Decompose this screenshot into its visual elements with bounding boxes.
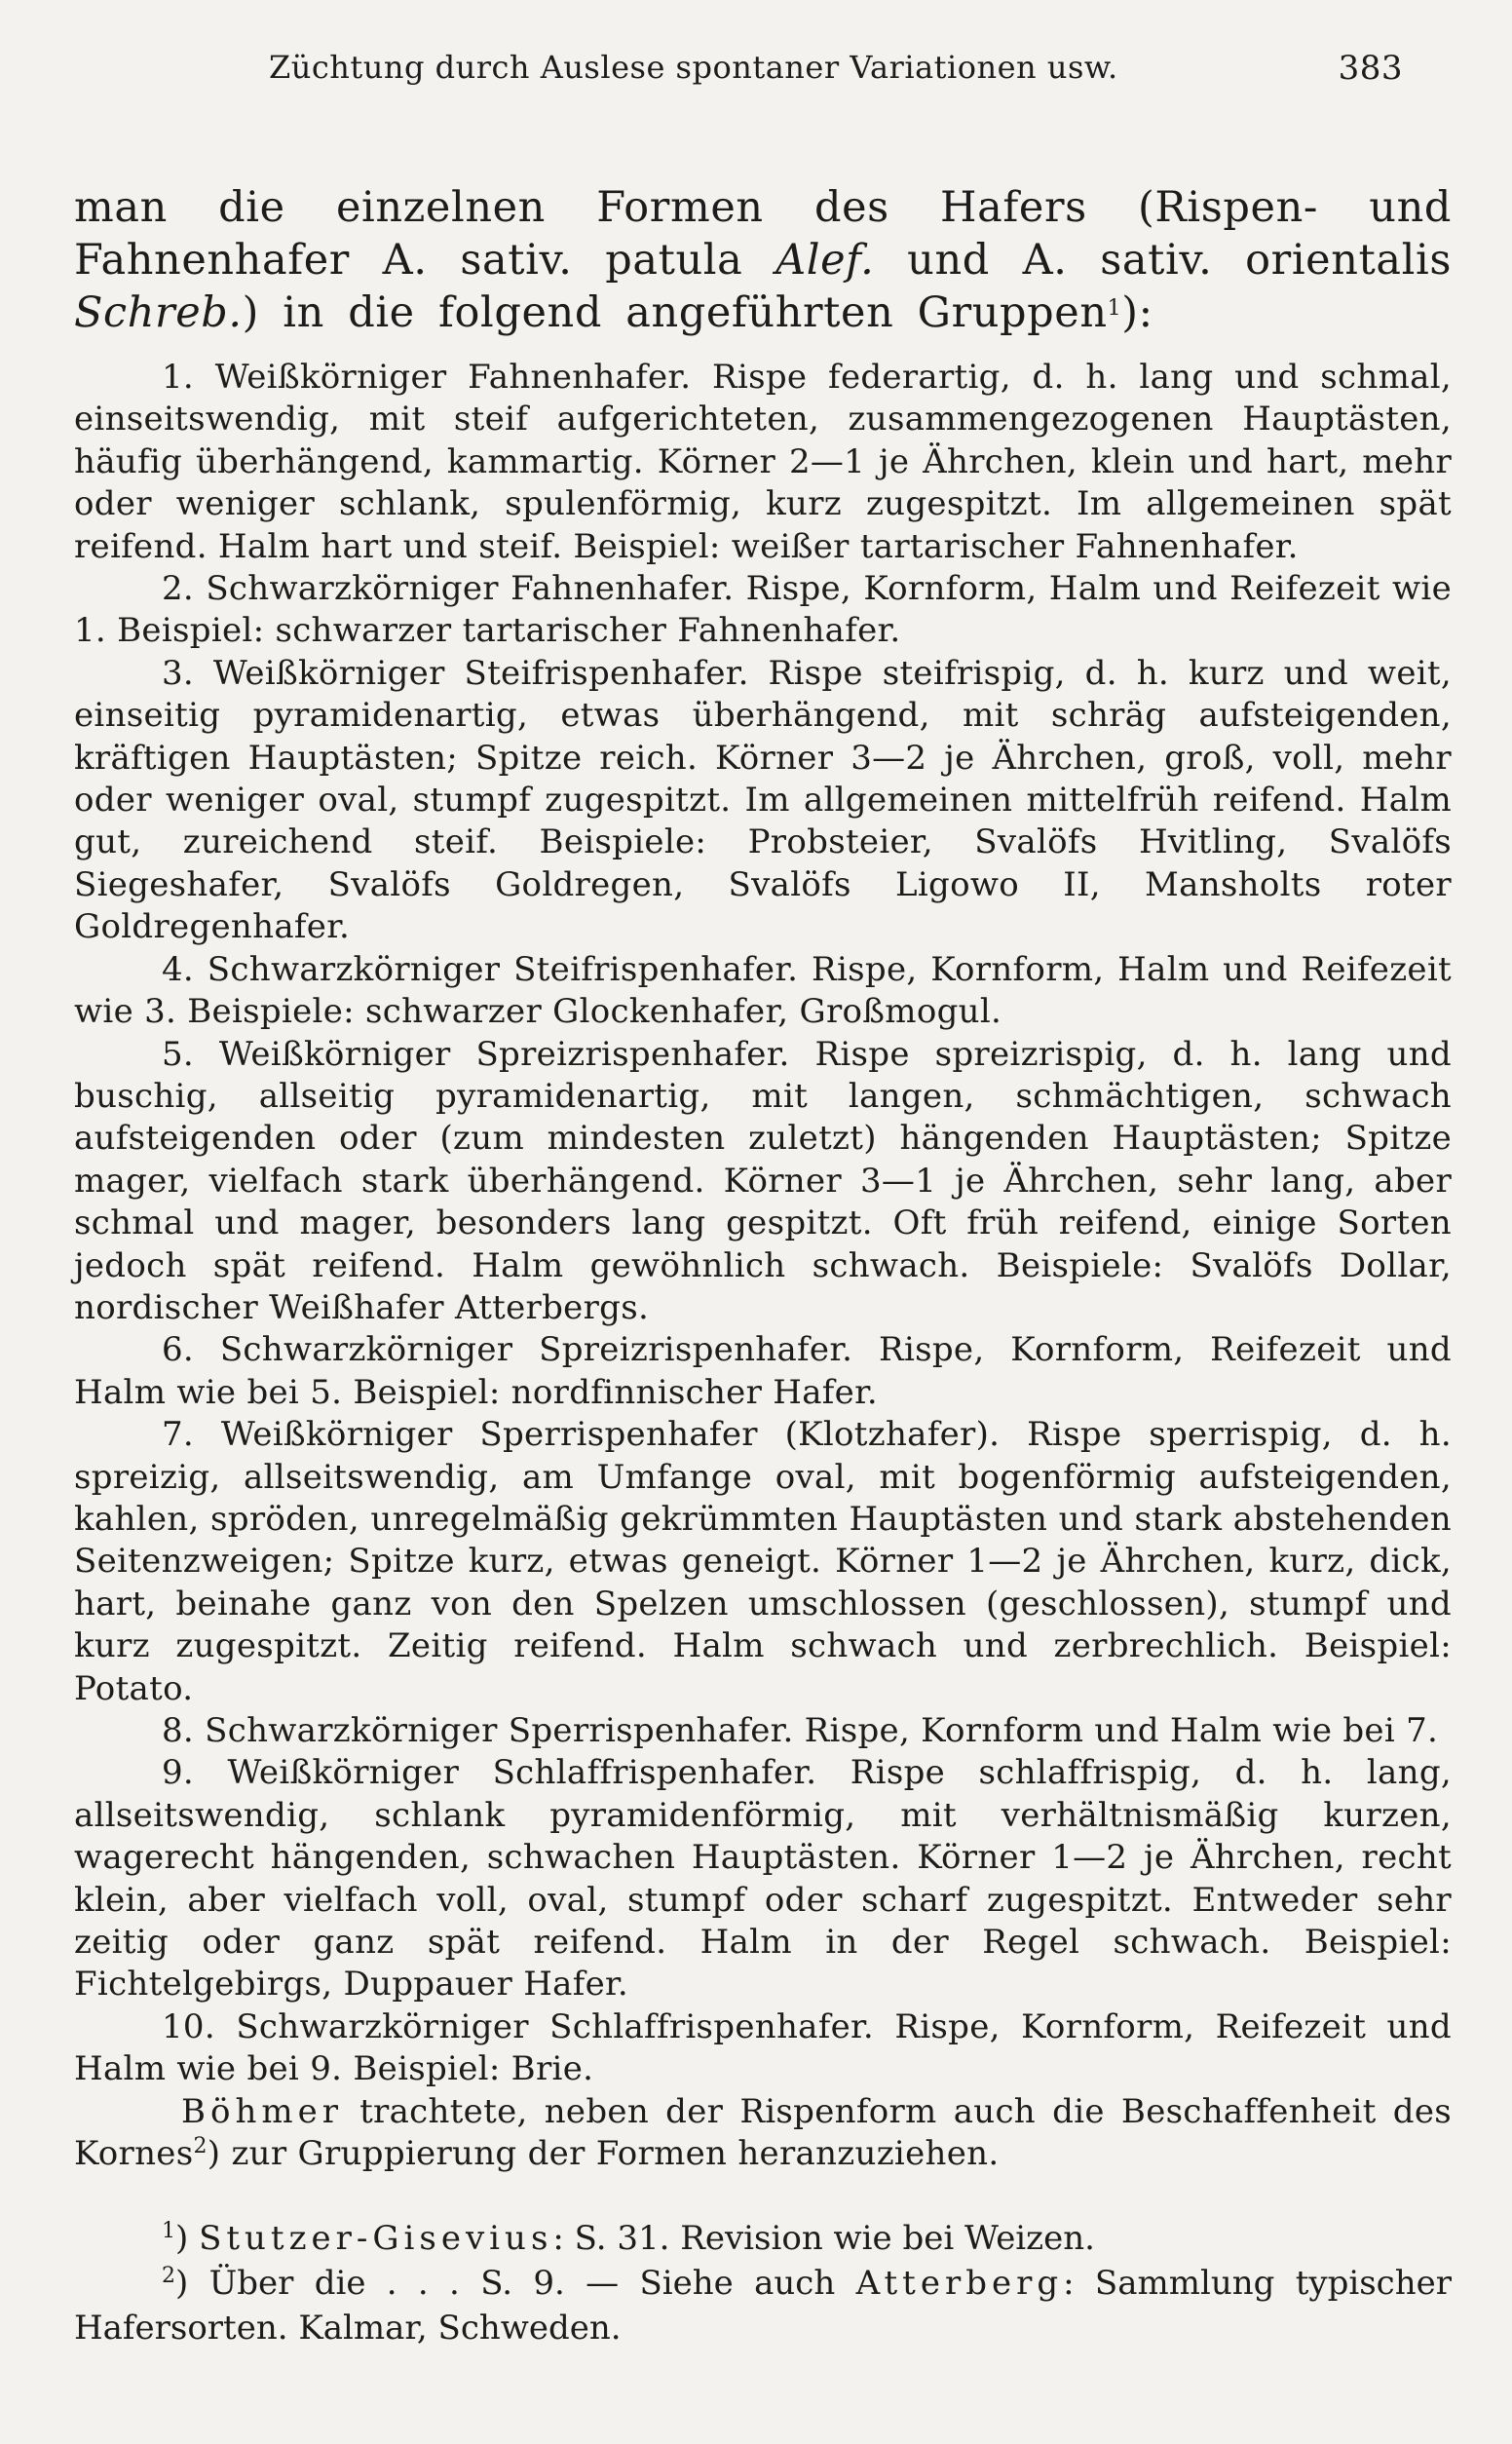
footnotes [74, 2216, 1452, 2350]
running-head [74, 39, 1452, 107]
intro-author-2: Schreb. [74, 288, 243, 337]
footnote-2-text-1: ) Über die . . . S. 9. — Siehe auch [175, 2264, 856, 2304]
footnote-2-text-2: : Sammlung typischer Hafersorten. Kalmar, Schweden. [74, 2264, 1452, 2349]
intro-text-4: ): [1121, 288, 1153, 337]
footnote-1-author: Stutzer-Gisevius [199, 2219, 553, 2259]
footnote-1-text: : S. 31. Revision wie bei Weizen. [552, 2219, 1095, 2259]
group-item-8: 8. Schwarzkörniger Sperrispenhafer. Rispe, Kornform und Halm wie bei 7. [162, 1711, 1439, 1750]
intro-text-2: und A. sativ. orientalis [874, 236, 1453, 285]
closing-text-1: trachtete, neben der Rispenform auch die Beschaffenheit des Kornes [74, 2091, 1452, 2174]
footnote-1-mark: 1 [162, 2219, 175, 2244]
intro-paragraph [74, 181, 1452, 339]
closing-paragraph [74, 2091, 1452, 2176]
closing-author: Böhmer [181, 2091, 343, 2131]
closing-text-2: ) zur Gruppierung der Formen heranzuziehen. [207, 2134, 1000, 2174]
footnote-2 [74, 2261, 1452, 2350]
group-item-7: 7. Weißkörniger Sperrispenhafer (Klotzhafer). Rispe sperrispig, d. h. spreizig, allseitswendig, am Umfange oval, mit bogenförmig aufsteigenden, kahlen, spröden, unregelmäßig gekrümmten Hauptästen und stark abstehenden Seitenzweigen; Spitze kurz, etwas geneigt. Körner 1—2 je Ährchen, kurz, dick, hart, beinahe ganz von den Spelzen umschlossen (geschlossen), stumpf und kurz zugespitzt. Zeitig reifend. Halm schwach und zerbrechlich. Beispiel: Potato. [74, 1415, 1452, 1708]
group-item-2: 2. Schwarzkörniger Fahnenhafer. Rispe, Kornform, Halm und Reifezeit wie 1. Beispiel: schwarzer tartarischer Fahnenhafer. [74, 569, 1452, 651]
group-item-1: 1. Weißkörniger Fahnenhafer. Rispe federartig, d. h. lang und schmal, einseitswendig, mit steif aufgerichteten, zusammengezogenen Hauptästen, häufig überhängend, kammartig. Körner 2—1 je Ährchen, klein und hart, mehr oder weniger schlank, spulenförmig, kurz zugespitzt. Im allgemeinen spät reifend. Halm hart und steif. Beispiel: weißer tartarischer Fahnenhafer. [74, 358, 1452, 566]
group-list [74, 357, 1452, 2175]
group-item-9: 9. Weißkörniger Schlaffrispenhafer. Rispe schlaffrispig, d. h. lang, allseitswendig, schlank pyramidenförmig, mit verhältnismäßig kurzen, wagerecht hängenden, schwachen Hauptästen. Körner 1—2 je Ährchen, recht klein, aber vielfach voll, oval, stumpf oder scharf zugespitzt. Entweder sehr zeitig oder ganz spät reifend. Halm in der Regel schwach. Beispiel: Fichtelgebirgs, Duppauer Hafer. [74, 1753, 1452, 2005]
intro-text-1: man die einzelnen Formen des Hafers (Rispen- und Fahnenhafer A. sativ. patula [74, 183, 1452, 285]
group-item-4: 4. Schwarzkörniger Steifrispenhafer. Rispe, Kornform, Halm und Reifezeit wie 3. Beispiele: schwarzer Glockenhafer, Großmogul. [74, 949, 1452, 1032]
page-number: 383 [1338, 49, 1403, 88]
footnote-2-mark: 2 [162, 2264, 175, 2289]
footnote-ref-2: 2 [193, 2134, 208, 2159]
running-title: Züchtung durch Auslese spontaner Variationen usw. [269, 49, 1118, 86]
footnote-2-author: Atterberg [855, 2264, 1064, 2304]
group-item-6: 6. Schwarzkörniger Spreizrispenhafer. Rispe, Kornform, Reifezeit und Halm wie bei 5. Beispiel: nordfinnischer Hafer. [74, 1330, 1452, 1412]
footnote-ref-1: 1 [1107, 296, 1122, 321]
group-item-3: 3. Weißkörniger Steifrispenhafer. Rispe steifrispig, d. h. kurz und weit, einseitig pyramidenartig, etwas überhängend, mit schräg aufsteigenden, kräftigen Hauptästen; Spitze reich. Körner 3—2 je Ährchen, groß, voll, mehr oder weniger oval, stumpf zugespitzt. Im allgemeinen mittelfrüh reifend. Halm gut, zureichend steif. Beispiele: Probsteier, Svalöfs Hvitling, Svalöfs Siegeshafer, Svalöfs Goldregen, Svalöfs Ligowo II, Mansholts roter Goldregenhafer. [74, 653, 1452, 947]
group-item-5: 5. Weißkörniger Spreizrispenhafer. Rispe spreizrispig, d. h. lang und buschig, allseitig pyramidenartig, mit langen, schmächtigen, schwach aufsteigenden oder (zum mindesten zuletzt) hängenden Hauptästen; Spitze mager, vielfach stark überhängend. Körner 3—1 je Ährchen, sehr lang, aber schmal und mager, besonders lang gespitzt. Oft früh reifend, einige Sorten jedoch spät reifend. Halm gewöhnlich schwach. Beispiele: Svalöfs Dollar, nordischer Weißhafer Atterbergs. [74, 1034, 1452, 1327]
intro-author-1: Alef. [775, 236, 875, 285]
group-item-10: 10. Schwarzkörniger Schlaffrispenhafer. Rispe, Kornform, Reifezeit und Halm wie bei 9. Beispiel: Brie. [74, 2006, 1452, 2089]
footnote-1: $^1$) Stutzer-Gisevius: S. 31. Revision wie bei Weizen. [162, 2219, 1095, 2259]
intro-text-3: ) in die folgend angeführten Gruppen [242, 288, 1108, 337]
